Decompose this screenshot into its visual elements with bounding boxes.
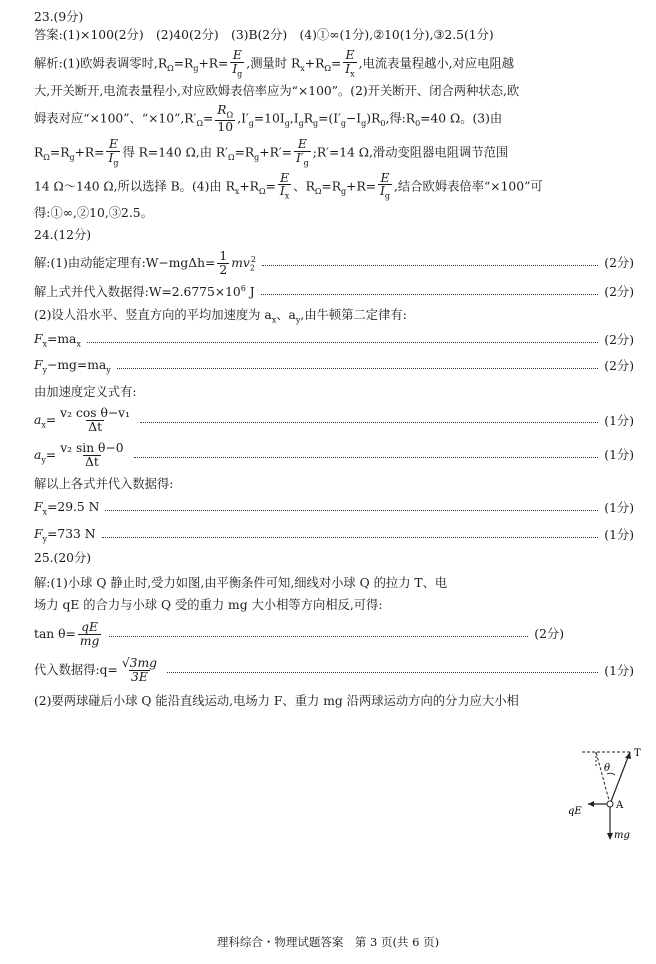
q23-line-2: 大,开关断开,电流表量程小,对应欧姆表倍率应为“×100”。(2)开关断开、闭合两种状态,欧 [34, 83, 520, 98]
q24-text-3: (2)设人沿水平、竖直方向的平均加速度为 $a_x$、$a_y$,由牛顿第二定律有: [34, 307, 407, 324]
q25-line-1: 解:(1)小球 Q 静止时,受力如图,由平衡条件可知,细线对小球 Q 的拉力 T、电 [34, 575, 448, 590]
q24-eq-11: $F_y=733$ N (1分) [34, 526, 634, 544]
q24-eq-2: 解上式并代入数据得$:W=2.6775\times 10^6$ J (2分) [34, 284, 634, 300]
q25-heading: 25.(20分) [34, 551, 92, 566]
q24-eq-4: $F_x=ma_x$ (2分) [34, 331, 634, 349]
q24-eq-5: $F_y-mg=ma_y$ (2分) [34, 358, 634, 375]
label-A: A [616, 800, 624, 811]
q25-line-2: 场力 qE 的合力与小球 Q 受的重力 mg 大小相等方向相反,可得: [34, 598, 383, 613]
q24-eq-8: $a_y=$ $\frac{\text{v₂ sin θ−0}}{\Delta t}$ (1分) [34, 441, 634, 470]
q24-heading: 24.(12分) [34, 227, 92, 242]
fraction-R-over-10: $\frac{R_\Omega}{10}$ [217, 103, 234, 134]
q23-answer: 答案:(1)×100(2分) (2)40(2分) (3)B(2分) (4)①∞(1分),②10(1分),③2.5(1分) [34, 28, 494, 43]
q25-eq-4: 代入数据得:q= $\frac{√3mg}{3E}$ (1分) [34, 656, 634, 685]
fraction-E-over-Ig-3: $\frac{E}{I_g}$ [380, 170, 391, 201]
label-T: T [634, 748, 641, 759]
q24-eq-7: $a_x=$ $\frac{\text{v₂ cos θ−v₁}}{\Delta t}$ (1分) [34, 406, 634, 435]
leader-dots [262, 265, 598, 266]
q23-line-5: 14 Ω～140 Ω,所以选择 B。(4)由 $R_x+R_\Omega=$ $\frac{E}{I_x}$ 、$R_\Omega=R_g+R=$ $\frac{E}{I_g}$ ,结合欧姆表倍率“×100”可 [34, 170, 543, 201]
q24-text-9: 解以上各式并代入数据得: [34, 476, 174, 491]
q23-line-4: $R_\Omega=R_g+R=$ $\frac{E}{I_g}$ 得 R=140 Ω,由 $R'_\Omega=R_g+R'=$ $\frac{E}{I'_g}$ ;R′=14 Ω,滑动变阻器电阻调节范围 [34, 136, 509, 168]
q24-eq-10: $F_x=29.5$ N (1分) [34, 500, 634, 517]
label-mg: mg [614, 830, 630, 841]
q23-heading: 23.(9分) [34, 10, 84, 24]
label-qE: qE [568, 806, 582, 817]
q24-eq-1: 解:(1)由动能定理有:W−mgΔh= $\frac{1}{2}$ $mv_2^2$ (2分) [34, 249, 634, 278]
fraction-E-over-Ix: $\frac{E}{I_x}$ [345, 47, 355, 79]
label-theta: θ [604, 763, 611, 774]
fraction-E-over-Ig-prime: $\frac{E}{I'_g}$ [295, 136, 309, 168]
q23-line-3: 姆表对应“×100”、“$\times 10”,R'_\Omega=$ $\frac{R_\Omega}{10}$ $,I'_g=10I_g,I_gR_g=(I'_g-I_g)R_0$,得$:R_0=40$ Ω。(3)由 [34, 103, 503, 134]
fraction-E-over-Ig: $\frac{E}{I_g}$ [232, 47, 243, 79]
score: (2分) [604, 256, 634, 271]
q25-line-5: (2)要两球碰后小球 Q 能沿直线运动,电场力 F、重力 mg 沿两球运动方向的分力应大小相 [34, 694, 519, 709]
q23-line-1: 解析:(1)欧姆表调零时$,R_\Omega=R_g+R=$ $\frac{E}{I_g}$ ,测量时 $R_x+R_\Omega=$ $\frac{E}{I_x}$ ,电流表量程越小,对应电阻越 [34, 47, 515, 79]
force-diagram [566, 744, 650, 844]
page-footer: 理科综合・物理试题答案 第 3 页(共 6 页) [216, 935, 440, 949]
q23-line-6: 得:①∞,②10,③2.5。 [34, 206, 153, 221]
fraction-E-over-Ig-2: $\frac{E}{I_g}$ [108, 136, 119, 168]
fraction-E-over-Ix-2: $\frac{E}{I_x}$ [279, 170, 290, 201]
q25-eq-3: tan θ= $\frac{qE}{mg}$ (2分) [34, 619, 564, 648]
q24-text-6: 由加速度定义式有: [34, 384, 137, 399]
